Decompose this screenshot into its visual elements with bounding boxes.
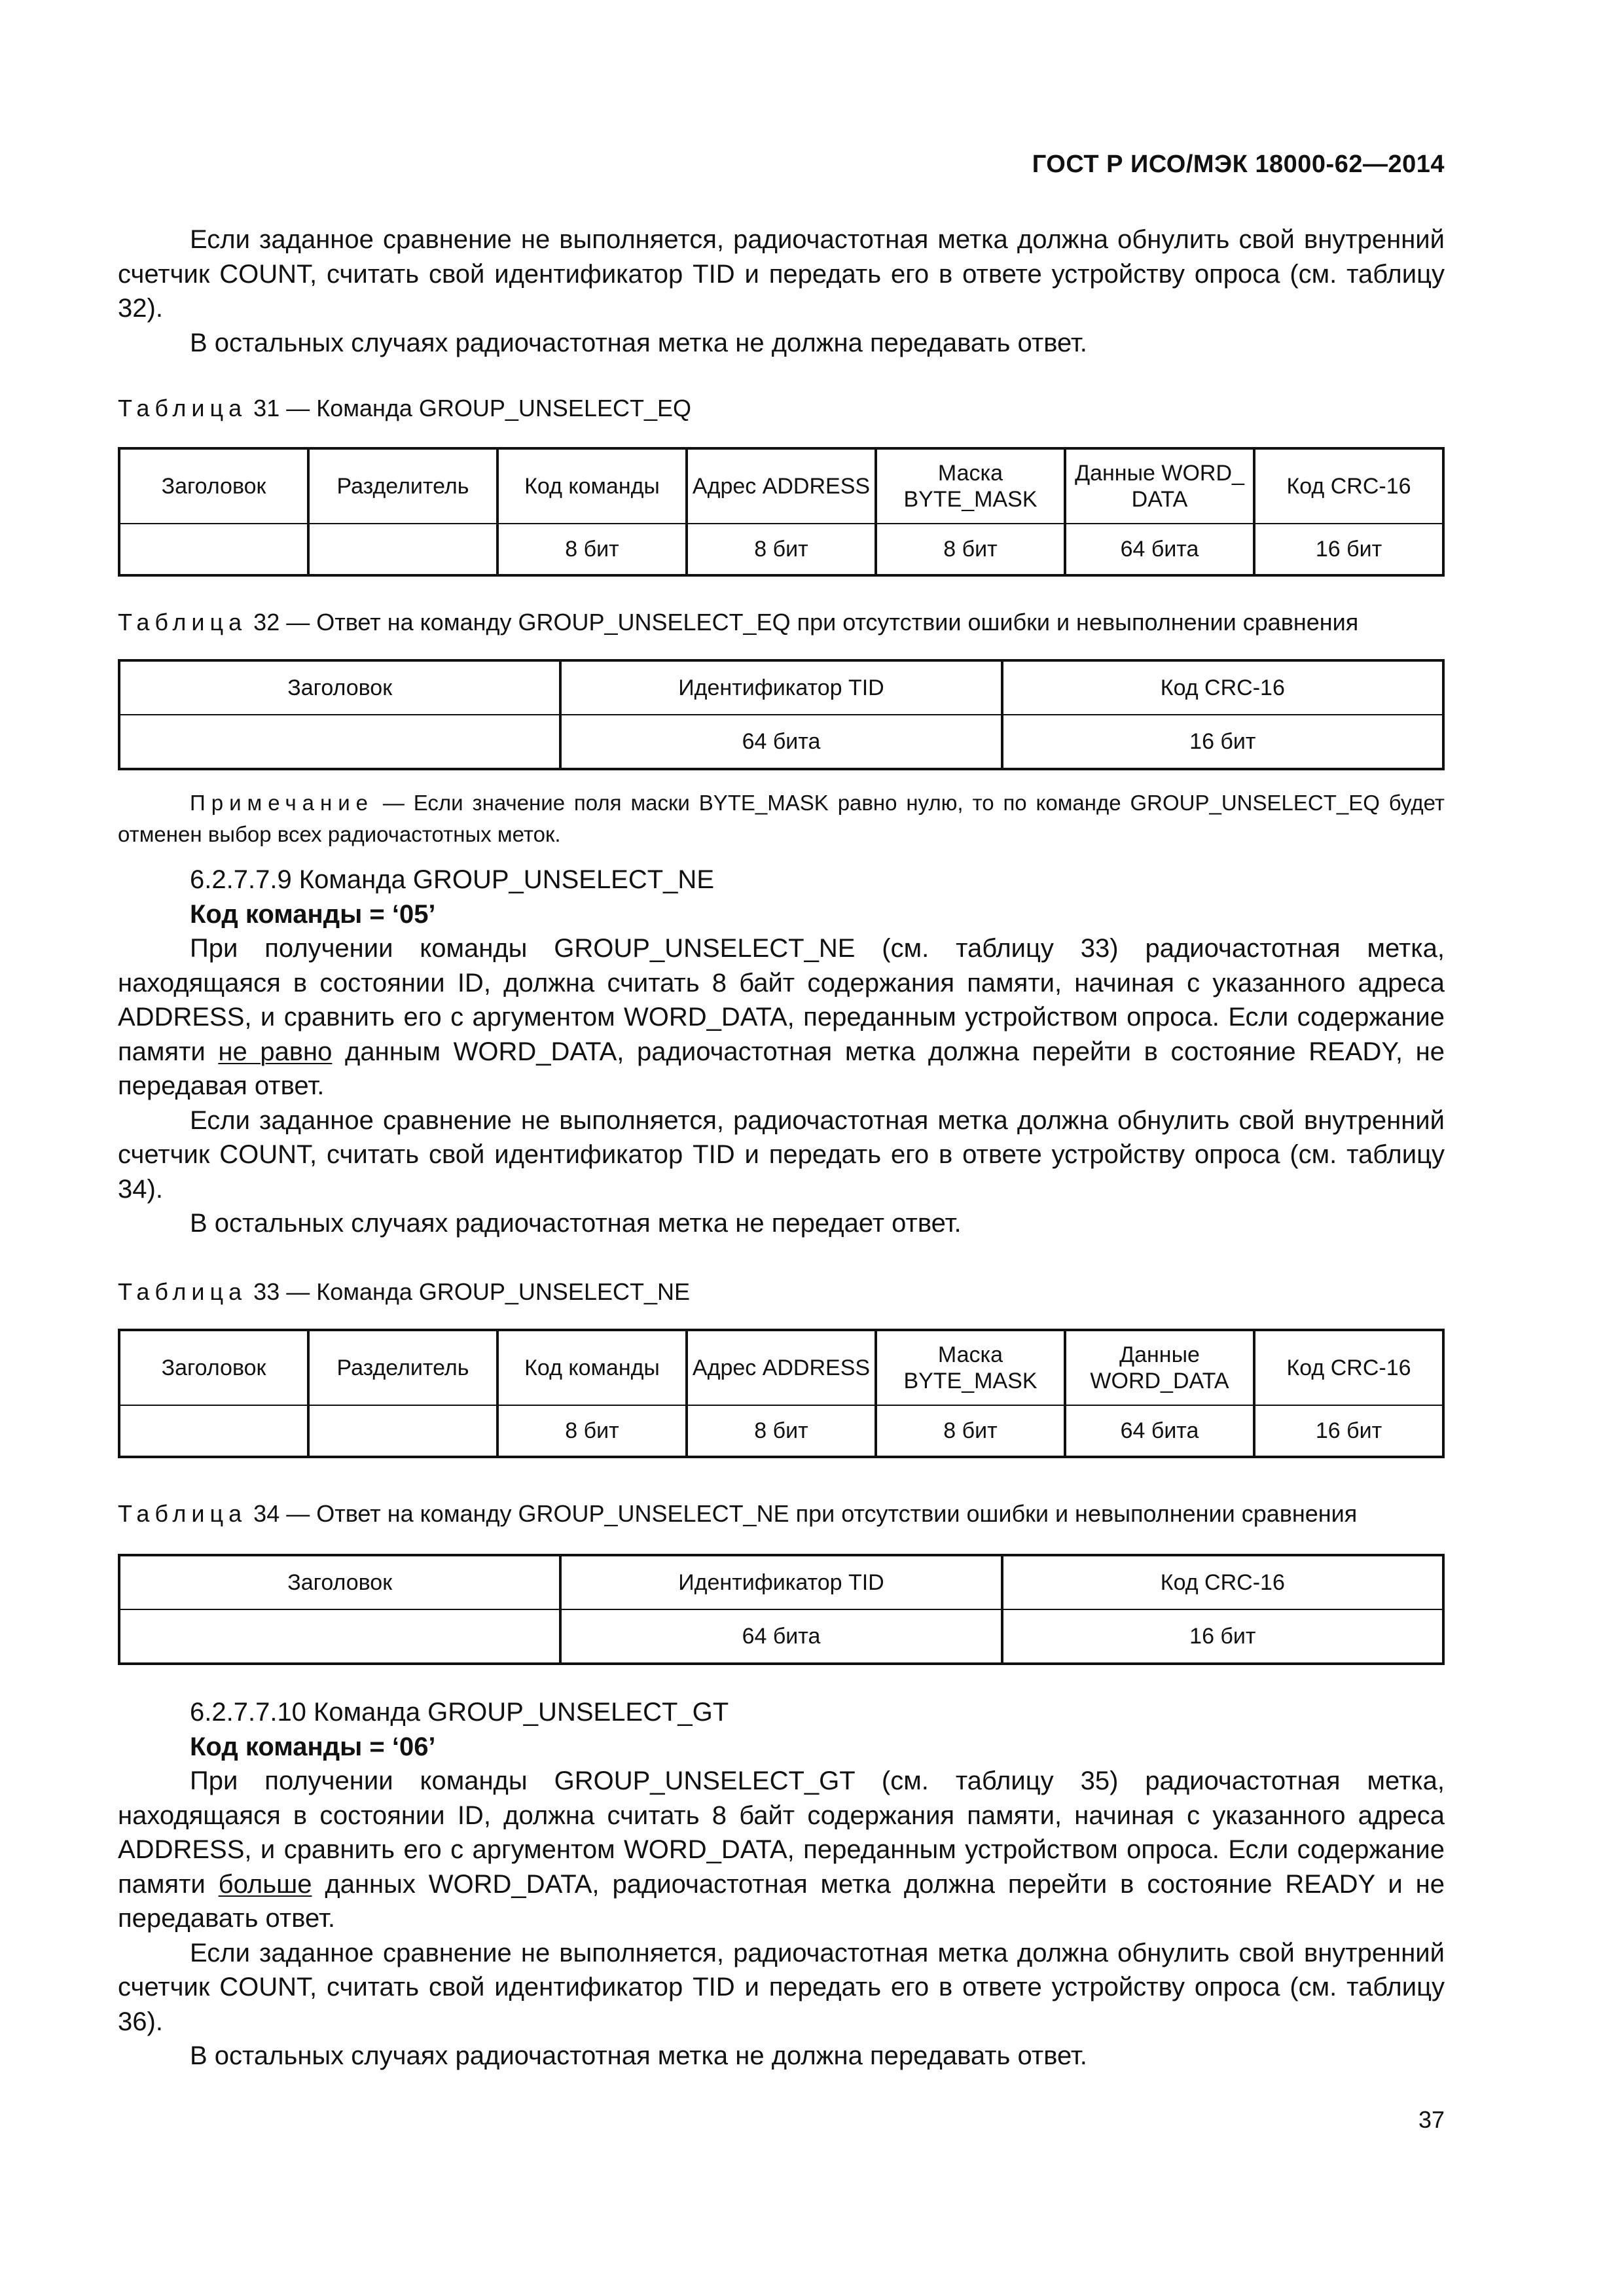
section-9-command-code: Код команды = ‘05’	[190, 899, 436, 929]
section-10-p1-underlined: больше	[218, 1869, 312, 1899]
table-row	[119, 448, 1443, 524]
table-row	[119, 1330, 1443, 1405]
table-header-cell: Маска BYTE_MASK	[876, 448, 1065, 524]
table-33-caption-text: 33 — Команда GROUP_UNSELECT_NE	[253, 1278, 690, 1305]
table-cell	[308, 1405, 497, 1457]
table-row	[119, 660, 1443, 715]
table-34-caption-text: 34 — Ответ на команду GROUP_UNSELECT_NE при отсутствии ошибки и невыполнении сравнения	[253, 1500, 1358, 1527]
table-cell: 16 бит	[1254, 524, 1443, 575]
table-row	[119, 1609, 1443, 1664]
page-number: 37	[1418, 2106, 1445, 2133]
table-header-cell: Код CRC-16	[1254, 448, 1443, 524]
table-33	[118, 1329, 1445, 1458]
table-31	[118, 447, 1445, 577]
table-32-caption-label: Таблица	[118, 609, 247, 636]
section-9-title: 6.2.7.7.9 Команда GROUP_UNSELECT_NE	[190, 865, 714, 894]
table-cell: 64 бита	[1065, 524, 1254, 575]
table-header-cell: Код команды	[497, 1330, 687, 1405]
section-9-p1-underlined: не равно	[218, 1037, 333, 1066]
table-cell: 8 бит	[687, 1405, 876, 1457]
table-cell: 16 бит	[1002, 715, 1443, 769]
table-header-cell: Код команды	[497, 448, 687, 524]
note-label: Примечание	[190, 791, 374, 815]
table-cell: 8 бит	[497, 524, 687, 575]
section-10-paragraph-3: В остальных случаях радиочастотная метка не должна передавать ответ.	[190, 2041, 1087, 2070]
table-32-caption-text: 32 — Ответ на команду GROUP_UNSELECT_EQ при отсутствии ошибки и невыполнении сравнения	[253, 609, 1359, 636]
table-row	[119, 1555, 1443, 1609]
table-cell	[119, 1609, 560, 1664]
table-34-caption-label: Таблица	[118, 1500, 247, 1527]
table-header-cell: Заголовок	[119, 1330, 308, 1405]
table-cell: 8 бит	[876, 524, 1065, 575]
table-row	[119, 524, 1443, 575]
table-cell	[119, 715, 560, 769]
table-cell: 64 бита	[560, 715, 1001, 769]
table-header-cell: Адрес ADDRESS	[687, 448, 876, 524]
table-33-caption-label: Таблица	[118, 1278, 247, 1305]
table-cell: 8 бит	[687, 524, 876, 575]
table-31-caption-text: 31 — Команда GROUP_UNSELECT_EQ	[253, 395, 692, 422]
section-9-paragraph-2: Если заданное сравнение не выполняется, радиочастотная метка должна обнулить свой внутренний счетчик COUNT, считать свой идентификатор TID и передать его в ответе устройству опроса (см. таблицу 34).	[118, 1105, 1445, 1204]
note-text: — Если значение поля маски BYTE_MASK равно нулю, то по команде GROUP_UNSELECT_EQ будет отменен выбор всех радиочастотных меток.	[118, 791, 1445, 846]
intro-paragraph-1: Если заданное сравнение не выполняется, радиочастотная метка должна обнулить свой внутренний счетчик COUNT, считать свой идентификатор TID и передать его в ответе устройству опроса (см. таблицу 32).	[118, 225, 1445, 323]
table-34	[118, 1554, 1445, 1665]
table-header-cell: Идентификатор TID	[560, 1555, 1001, 1609]
section-10-p1-start: При получении команды GROUP_UNSELECT_GT (см. таблицу 35) радиочастотная метка, находящаяся в состоянии ID, должна считать 8 байт содержания памяти, начиная с указанного адреса ADDRESS, и сравнить его с аргументом WORD_DATA, переданным устройством опроса. Если содержание памяти	[118, 1767, 1445, 1899]
section-10-title: 6.2.7.7.10 Команда GROUP_UNSELECT_GT	[190, 1698, 729, 1727]
table-31-caption-label: Таблица	[118, 395, 247, 422]
section-10-command-code: Код команды = ‘06’	[190, 1732, 436, 1761]
table-header-cell: Код CRC-16	[1002, 1555, 1443, 1609]
table-cell: 8 бит	[876, 1405, 1065, 1457]
table-row	[119, 1405, 1443, 1457]
table-header-cell: Данные WORD_ DATA	[1065, 448, 1254, 524]
table-header-cell: Данные WORD_DATA	[1065, 1330, 1254, 1405]
table-cell	[308, 524, 497, 575]
intro-block	[118, 223, 1445, 360]
section-10-p1-end: данных WORD_DATA, радиочастотная метка должна перейти в состояние READY и не передавать ответ.	[118, 1869, 1445, 1933]
table-header-cell: Заголовок	[119, 660, 560, 715]
table-header-cell: Заголовок	[119, 448, 308, 524]
table-header-cell: Идентификатор TID	[560, 660, 1001, 715]
table-header-cell: Адрес ADDRESS	[687, 1330, 876, 1405]
section-9-paragraph-3: В остальных случаях радиочастотная метка не передает ответ.	[190, 1209, 962, 1238]
section-9-paragraph-1	[118, 931, 1445, 1103]
table-row	[119, 715, 1443, 769]
intro-paragraph-2: В остальных случаях радиочастотная метка не должна передавать ответ.	[190, 328, 1087, 357]
section-6-2-7-7-9	[118, 863, 1445, 1241]
table-header-cell: Разделитель	[308, 1330, 497, 1405]
table-cell	[119, 1405, 308, 1457]
section-9-p1-end: данным WORD_DATA, радиочастотная метка должна перейти в состояние READY, не передавая ответ.	[118, 1037, 1445, 1100]
table-cell: 64 бита	[560, 1609, 1001, 1664]
table-header-cell: Код CRC-16	[1254, 1330, 1443, 1405]
table-33-caption	[118, 1278, 690, 1306]
table-cell: 64 бита	[1065, 1405, 1254, 1457]
note-paragraph	[118, 787, 1445, 850]
section-10-paragraph-2: Если заданное сравнение не выполняется, радиочастотная метка должна обнулить свой внутренний счетчик COUNT, считать свой идентификатор TID и передать его в ответе устройству опроса (см. таблицу 36).	[118, 1938, 1445, 2036]
table-32	[118, 659, 1445, 770]
document-header: ГОСТ Р ИСО/МЭК 18000-62—2014	[1032, 151, 1445, 178]
table-header-cell: Разделитель	[308, 448, 497, 524]
table-header-cell: Код CRC-16	[1002, 660, 1443, 715]
section-10-paragraph-1	[118, 1764, 1445, 1936]
table-32-caption	[118, 609, 1358, 636]
section-6-2-7-7-10	[118, 1695, 1445, 2073]
table-cell: 16 бит	[1002, 1609, 1443, 1664]
table-31-caption	[118, 395, 691, 422]
note	[118, 787, 1445, 850]
table-34-caption	[118, 1500, 1357, 1528]
section-9-p1-start: При получении команды GROUP_UNSELECT_NE (см. таблицу 33) радиочастотная метка, находящаяся в состоянии ID, должна считать 8 байт содержания памяти, начиная с указанного адреса ADDRESS, и сравнить его с аргументом WORD_DATA, переданным устройством опроса. Если содержание памяти	[118, 934, 1445, 1066]
table-cell: 8 бит	[497, 1405, 687, 1457]
table-header-cell: Маска BYTE_MASK	[876, 1330, 1065, 1405]
table-cell: 16 бит	[1254, 1405, 1443, 1457]
table-header-cell: Заголовок	[119, 1555, 560, 1609]
table-cell	[119, 524, 308, 575]
